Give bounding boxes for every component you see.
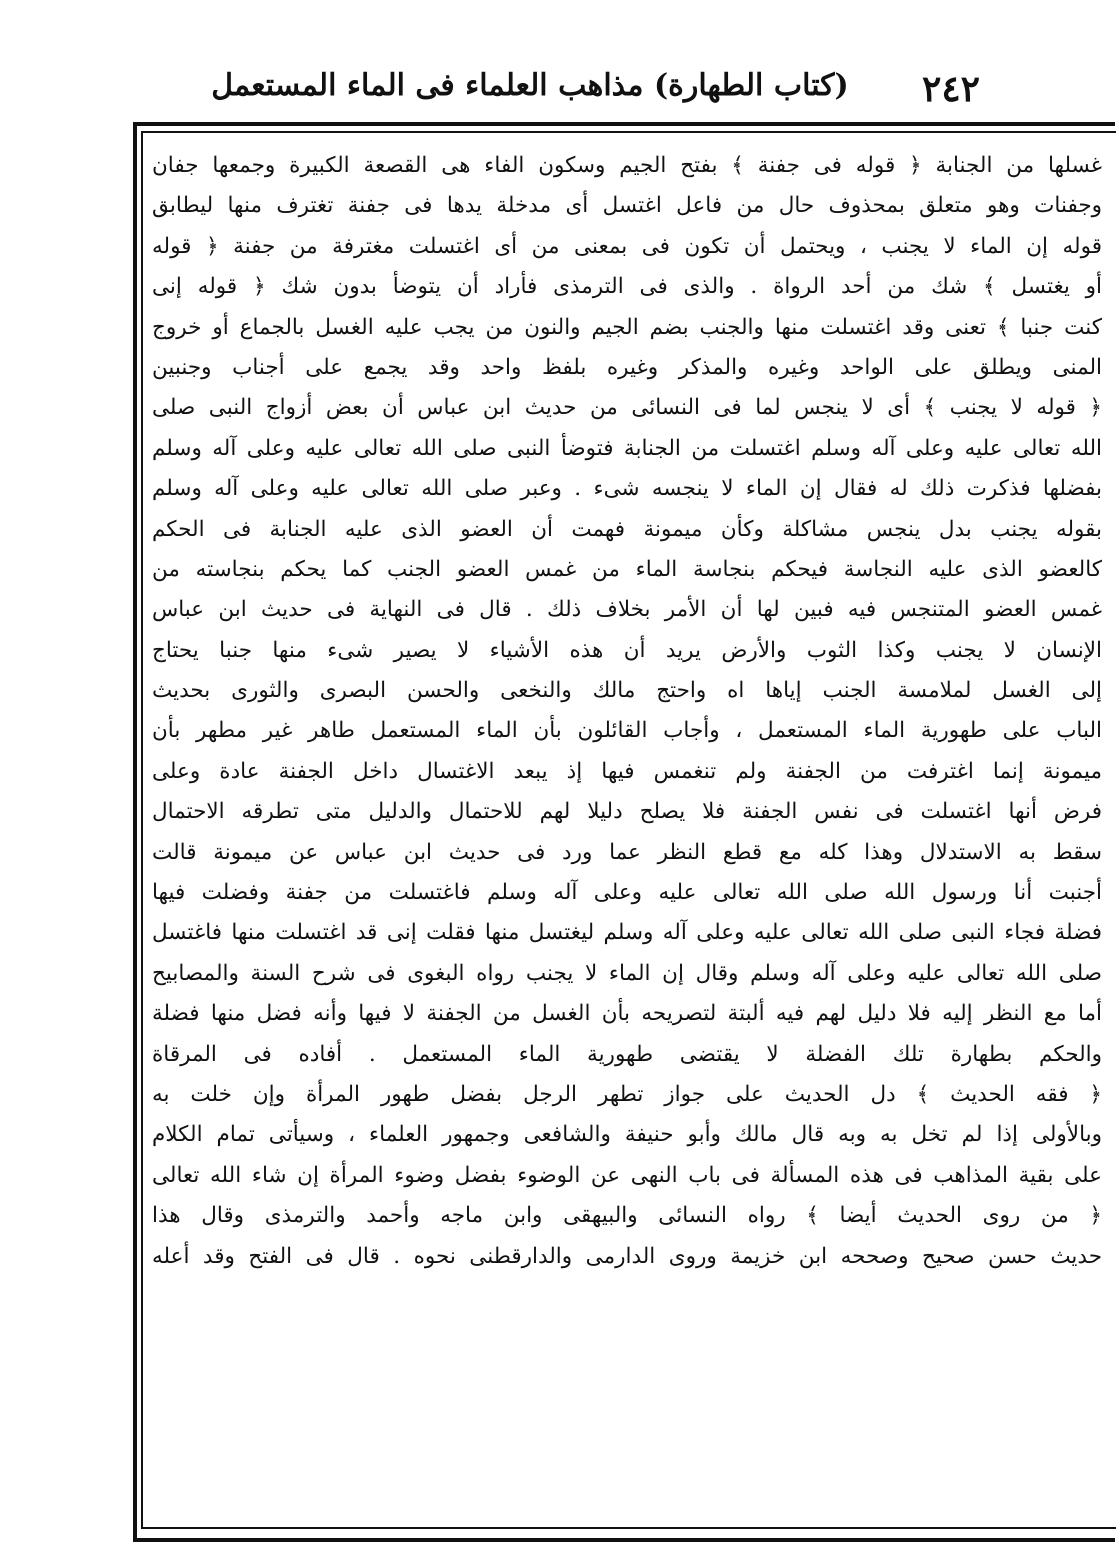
text-line: صلى الله تعالى عليه وعلى آله وسلم وقال إن الماء لا يجنب رواه البغوى فى شرح السنة والمصابيح (152, 960, 1102, 986)
text-line: ﴿ من روى الحديث أيضا ﴾ رواه النسائى والبيهقى وابن ماجه وأحمد والترمذى وقال هذا (152, 1203, 1102, 1229)
text-line: حديث حسن صحيح وصححه ابن خزيمة وروى الدارمى والدارقطنى نحوه . قال فى الفتح وقد أعله (152, 1243, 1102, 1269)
body-text (152, 146, 1102, 1277)
text-line: بقوله يجنب بدل ينجس مشاكلة وكأن ميمونة فهمت أن العضو الذى عليه الجنابة فى الحكم (152, 516, 1102, 542)
text-line: والحكم بطهارة تلك الفضلة لا يقتضى طهورية الماء المستعمل . أفاده فى المرقاة (152, 1041, 1102, 1067)
text-line: كنت جنبا ﴾ تعنى وقد اغتسلت منها والجنب بضم الجيم والنون من يجب عليه الغسل بالجماع أو خروج (152, 314, 1102, 340)
page-number: ٢٤٢ (921, 68, 980, 110)
page-header (150, 62, 980, 118)
text-line: وجفنات وهو متعلق بمحذوف حال من فاعل اغتسل أى مدخلة يدها فى جفنة تغترف منها ليطابق (152, 193, 1102, 219)
text-line: أما مع النظر إليه فلا دليل لهم فيه ألبتة لتصريحه بأن الغسل من الجفنة لا فيها وأنه فضل منها فضلة (152, 1001, 1102, 1027)
text-line: وبالأولى إذا لم تخل به وبه قال مالك وأبو حنيفة والشافعى وجمهور العلماء ، وسيأتى تمام الكلام (152, 1122, 1102, 1148)
text-line: المنى ويطلق على الواحد وغيره والمذكر وغيره بلفظ واحد وقد يجمع على أجناب وجنبين (152, 354, 1102, 380)
text-line: الله تعالى عليه وعلى آله وسلم اغتسلت من الجنابة فتوضأ النبى صلى الله تعالى عليه وعلى آله وسلم (152, 435, 1102, 461)
text-line: أو يغتسل ﴾ شك من أحد الرواة . والذى فى الترمذى فأراد أن يتوضأ بدون شك ﴿ قوله إنى (152, 274, 1102, 300)
text-line: كالعضو الذى عليه النجاسة فيحكم بنجاسة الماء من غمس العضو الجنب كما يحكم بنجاسته من (152, 556, 1102, 582)
text-line: إلى الغسل لملامسة الجنب إياها اه واحتج مالك والنخعى والحسن البصرى والثورى بحديث (152, 678, 1102, 704)
text-line: أجنبت أنا ورسول الله صلى الله تعالى عليه وعلى آله وسلم فاغتسلت من جفنة وفضلت فيها (152, 880, 1102, 906)
text-line: بفضلها فذكرت ذلك له فقال إن الماء لا ينجسه شىء . وعبر صلى الله تعالى عليه وعلى آله وسلم (152, 476, 1102, 502)
text-line: الإنسان لا يجنب وكذا الثوب والأرض يريد أن هذه الأشياء لا يصير شىء منها جنبا يحتاج (152, 637, 1102, 663)
text-line: سقط به الاستدلال وهذا كله مع قطع النظر عما ورد فى حديث ابن عباس عن ميمونة قالت (152, 839, 1102, 865)
text-line: قوله إن الماء لا يجنب ، ويحتمل أن تكون فى بمعنى من أى اغتسلت مغترفة من جفنة ﴿ قوله (152, 233, 1102, 259)
text-line: الباب على طهورية الماء المستعمل ، وأجاب القائلون بأن الماء المستعمل طاهر غير مطهر بأن (152, 718, 1102, 744)
text-line: غمس العضو المتنجس فيه فبين لها أن الأمر بخلاف ذلك . قال فى النهاية فى حديث ابن عباس (152, 597, 1102, 623)
text-line: ميمونة إنما اغترفت من الجفنة ولم تنغمس فيها إذ يبعد الاغتسال داخل الجفنة عادة وعلى (152, 758, 1102, 784)
running-title: (كتاب الطهارة) مذاهب العلماء فى الماء المستعمل (211, 68, 849, 103)
text-line: فضلة فجاء النبى صلى الله تعالى عليه وعلى آله وسلم ليغتسل منها فقلت إنى قد اغتسلت منها فاغتسل (152, 920, 1102, 946)
text-line: ﴿ قوله لا يجنب ﴾ أى لا ينجس لما فى النسائى من حديث ابن عباس أن بعض أزواج النبى صلى (152, 395, 1102, 421)
text-line: ﴿ فقه الحديث ﴾ دل الحديث على جواز تطهر الرجل بفضل طهور المرأة وإن خلت به (152, 1081, 1102, 1107)
text-line: غسلها من الجنابة ﴿ قوله فى جفنة ﴾ بفتح الجيم وسكون الفاء هى القصعة الكبيرة وجمعها جفان (152, 153, 1102, 178)
text-line: فرض أنها اغتسلت فى نفس الجفنة فلا يصلح دليلا لهم للاحتمال والدليل متى تطرقه الاحتمال (152, 799, 1102, 825)
text-line: على بقية المذاهب فى هذه المسألة فى باب النهى عن الوضوء بفضل وضوء المرأة إن شاء الله تعالى (152, 1162, 1102, 1188)
